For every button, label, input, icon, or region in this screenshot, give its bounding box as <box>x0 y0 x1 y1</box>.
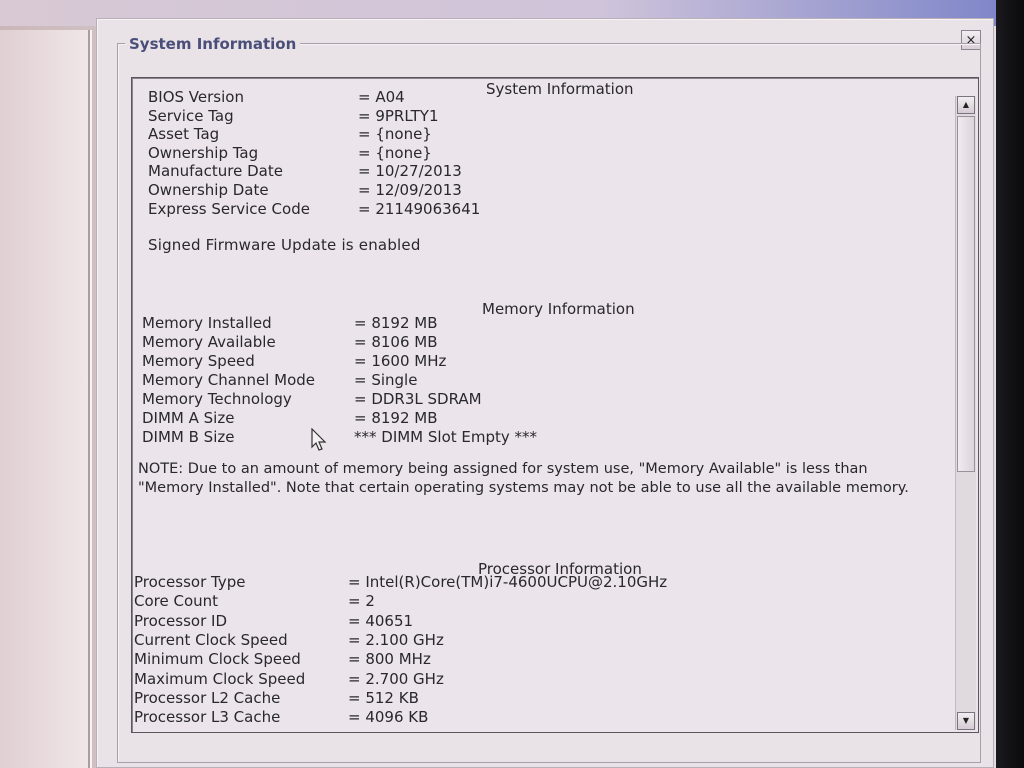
system-value: = 21149063641 <box>358 199 481 218</box>
scroll-down-icon[interactable]: ▼ <box>957 712 975 730</box>
processor-value: = 2 <box>348 592 375 611</box>
system-row <box>148 181 868 200</box>
system-value: = 12/09/2013 <box>358 181 462 199</box>
memory-label: Memory Technology <box>142 390 292 408</box>
memory-value: = 8192 MB <box>354 409 438 427</box>
processor-label: Processor Type <box>134 573 246 591</box>
processor-label: Core Count <box>134 592 219 611</box>
window-title: System Information <box>125 35 300 53</box>
system-value: = 10/27/2013 <box>358 162 462 181</box>
memory-label: DIMM A Size <box>142 409 235 427</box>
system-value: = A04 <box>358 88 405 106</box>
system-label: Ownership Date <box>148 181 269 199</box>
memory-label: Memory Channel Mode <box>142 371 315 389</box>
memory-row <box>142 371 862 390</box>
mouse-pointer-icon <box>311 428 327 452</box>
processor-value: = 800 MHz <box>348 650 431 669</box>
memory-label: DIMM B Size <box>142 428 235 446</box>
system-row <box>148 162 868 181</box>
processor-label: Current Clock Speed <box>134 630 288 649</box>
processor-row <box>134 650 854 669</box>
system-row <box>148 88 868 107</box>
memory-section-heading: Memory Information <box>482 300 635 318</box>
memory-row <box>142 333 862 352</box>
memory-row <box>142 352 862 371</box>
processor-row <box>134 689 854 708</box>
memory-value: *** DIMM Slot Empty *** <box>354 428 538 446</box>
memory-label: Memory Available <box>142 333 276 351</box>
processor-label: Maximum Clock Speed <box>134 669 306 688</box>
processor-row <box>134 670 854 689</box>
memory-value: = DDR3L SDRAM <box>354 390 482 408</box>
memory-label: Memory Speed <box>142 352 255 370</box>
processor-row <box>134 631 854 650</box>
memory-note: NOTE: Due to an amount of memory being assigned for system use, "Memory Available" is less than "Memory Installed". Note that certain operating systems may not be able to use all the available memory. <box>138 461 909 496</box>
system-label: Asset Tag <box>148 125 220 144</box>
processor-label: Processor L3 Cache <box>134 708 281 727</box>
memory-value: = 1600 MHz <box>354 352 447 370</box>
processor-value: = Intel(R)Core(TM)i7-4600UCPU@2.10GHz <box>348 573 668 591</box>
memory-label: Memory Installed <box>142 314 272 332</box>
processor-label: Minimum Clock Speed <box>134 650 301 669</box>
system-label: Manufacture Date <box>148 162 283 181</box>
system-information-window <box>96 18 994 768</box>
processor-row <box>134 708 854 727</box>
memory-row <box>142 314 862 333</box>
memory-value: = Single <box>354 371 418 389</box>
system-label: Express Service Code <box>148 199 310 218</box>
close-button[interactable]: × <box>961 30 981 50</box>
system-label: Ownership Tag <box>148 143 259 162</box>
system-row <box>148 125 868 144</box>
processor-value: = 2.100 GHz <box>348 630 444 649</box>
memory-row <box>142 409 862 428</box>
memory-value: = 8192 MB <box>354 314 438 332</box>
system-value: = 9PRLTY1 <box>358 106 439 125</box>
memory-value: = 8106 MB <box>354 333 438 351</box>
processor-section-heading: Processor Information <box>478 560 642 578</box>
system-info-content[interactable] <box>131 77 979 733</box>
processor-label: Processor ID <box>134 611 227 630</box>
processor-value: = 40651 <box>348 611 414 630</box>
scroll-up-icon[interactable]: ▲ <box>957 96 975 114</box>
processor-row <box>134 592 854 611</box>
processor-value: = 2.700 GHz <box>348 669 444 688</box>
system-value: = {none} <box>358 143 432 162</box>
vertical-scrollbar[interactable] <box>955 96 976 730</box>
system-row <box>148 107 868 126</box>
processor-value: = 4096 KB <box>348 708 429 727</box>
scroll-thumb[interactable] <box>957 116 975 472</box>
processor-row <box>134 573 854 592</box>
memory-row <box>142 390 862 409</box>
processor-value: = 512 KB <box>348 688 419 707</box>
left-navigation-panel <box>0 30 90 768</box>
system-row <box>148 144 868 163</box>
system-row <box>148 200 868 219</box>
monitor-bezel <box>996 0 1024 768</box>
system-label: BIOS Version <box>148 88 244 106</box>
system-label: Service Tag <box>148 106 234 125</box>
system-section-heading: System Information <box>486 80 634 98</box>
memory-row <box>142 428 862 447</box>
system-value: = {none} <box>358 125 432 144</box>
processor-row <box>134 612 854 631</box>
processor-label: Processor L2 Cache <box>134 688 281 707</box>
firmware-status: Signed Firmware Update is enabled <box>148 236 421 254</box>
